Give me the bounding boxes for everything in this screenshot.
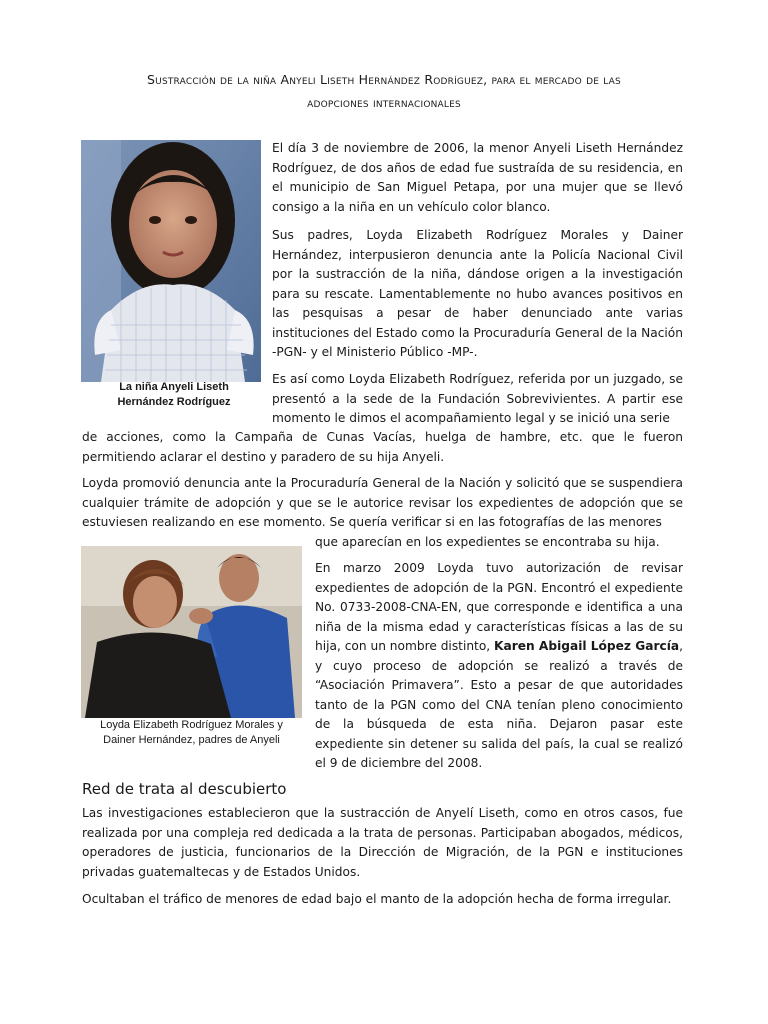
photo-parents (81, 546, 302, 718)
paragraph-3-bottom: de acciones, como la Campaña de Cunas Vacías, huelga de hambre, etc. que le fueron permitiendo aclarar el destino y paradero de su hija Anyeli. (82, 430, 683, 464)
paragraph-7: Ocultaban el tráfico de menores de edad bajo el manto de la adopción hecha de forma irregular. (82, 892, 672, 906)
paragraph-4: Loyda promovió denuncia ante la Procuraduría General de la Nación y solicitó que se suspendiera cualquier trámite de adopción y que se le autorice revisar los expedientes de adopción que se estuviesen realizando en ese momento. Se quería verificar si en las fotografías de las menores (82, 476, 683, 529)
paragraph-3-top: Es así como Loyda Elizabeth Rodríguez, referida por un juzgado, se presentó a la sede de la Fundación Sobrevivientes. A partir ese momento le dimos el acompañamiento legal y se inició una serie (272, 372, 683, 425)
paragraph-6: Las investigaciones establecieron que la sustracción de Anyelí Liseth, como en otros casos, fue realizada por una compleja red dedicada a la trata de personas. Participaban abogados, médicos, operadores de justicia, funcionarios de la Dirección de Migración, de la PGN e instituciones privadas guatemaltecas y de Estados Unidos. (82, 806, 683, 879)
paragraph-5-before: En marzo 2009 Loyda tuvo autorización de revisar expedientes de adopción de la PGN. Encontró el expediente No. 0733-2008-CNA-EN, que corresponde e identifica a una niña de la misma edad y características físicas a las de su hija, con un nombre distinto, (315, 561, 683, 653)
paragraph-4-end: que aparecían en los expedientes se encontraba su hija. (315, 535, 660, 549)
photo-parents-caption (81, 718, 302, 748)
paragraph-5-after: , y cuyo proceso de adopción se realizó a través de “Asociación Primavera”. Esto a pesar de que autoridades tanto de la PGN como del CNA tenían pleno conocimiento de la búsqueda de esta niña. Dejaron pasar este expediente sin detener su salida del país, la cual se realizó el 9 de diciembre del 2008. (315, 639, 683, 770)
photo-girl (81, 140, 261, 382)
title-line-1: Sustracción de la niña Anyeli Liseth Hernández Rodríguez, para el mercado de las (147, 72, 621, 87)
section-heading: Red de trata al descubierto (82, 780, 287, 798)
photo-girl-caption-line-1: La niña Anyeli Liseth (119, 381, 229, 393)
paragraph-1: El día 3 de noviembre de 2006, la menor Anyeli Liseth Hernández Rodríguez, de dos años de edad fue sustraída de su residencia, en el municipio de San Miguel Petapa, por una mujer que se llevó consigo a la niña en un vehículo color blanco. (272, 141, 683, 214)
paragraph-5 (315, 559, 683, 774)
photo-parents-caption-line-2: Dainer Hernández, padres de Anyeli (103, 734, 280, 746)
paragraph-2: Sus padres, Loyda Elizabeth Rodríguez Morales y Dainer Hernández, interpusieron denuncia ante la Policía Nacional Civil por la sustracción de la niña, dándose origen a la investigación para su rescate. Lamentablemente no hubo avances positivos en las pesquisas a pesar de haber denunciado ante varias instituciones del Estado como la Procuraduría General de la Nación -PGN- y el Ministerio Público -MP-. (272, 228, 683, 359)
adopted-name: Karen Abigail López García (494, 639, 680, 653)
document-title (80, 68, 688, 114)
photo-girl-caption (81, 380, 267, 410)
photo-parents-image (81, 546, 302, 718)
photo-girl-image (81, 140, 261, 382)
photo-parents-caption-line-1: Loyda Elizabeth Rodríguez Morales y (100, 719, 283, 731)
photo-girl-caption-line-2: Hernández Rodríguez (117, 396, 231, 408)
title-line-2: adopciones internacionales (307, 95, 461, 110)
